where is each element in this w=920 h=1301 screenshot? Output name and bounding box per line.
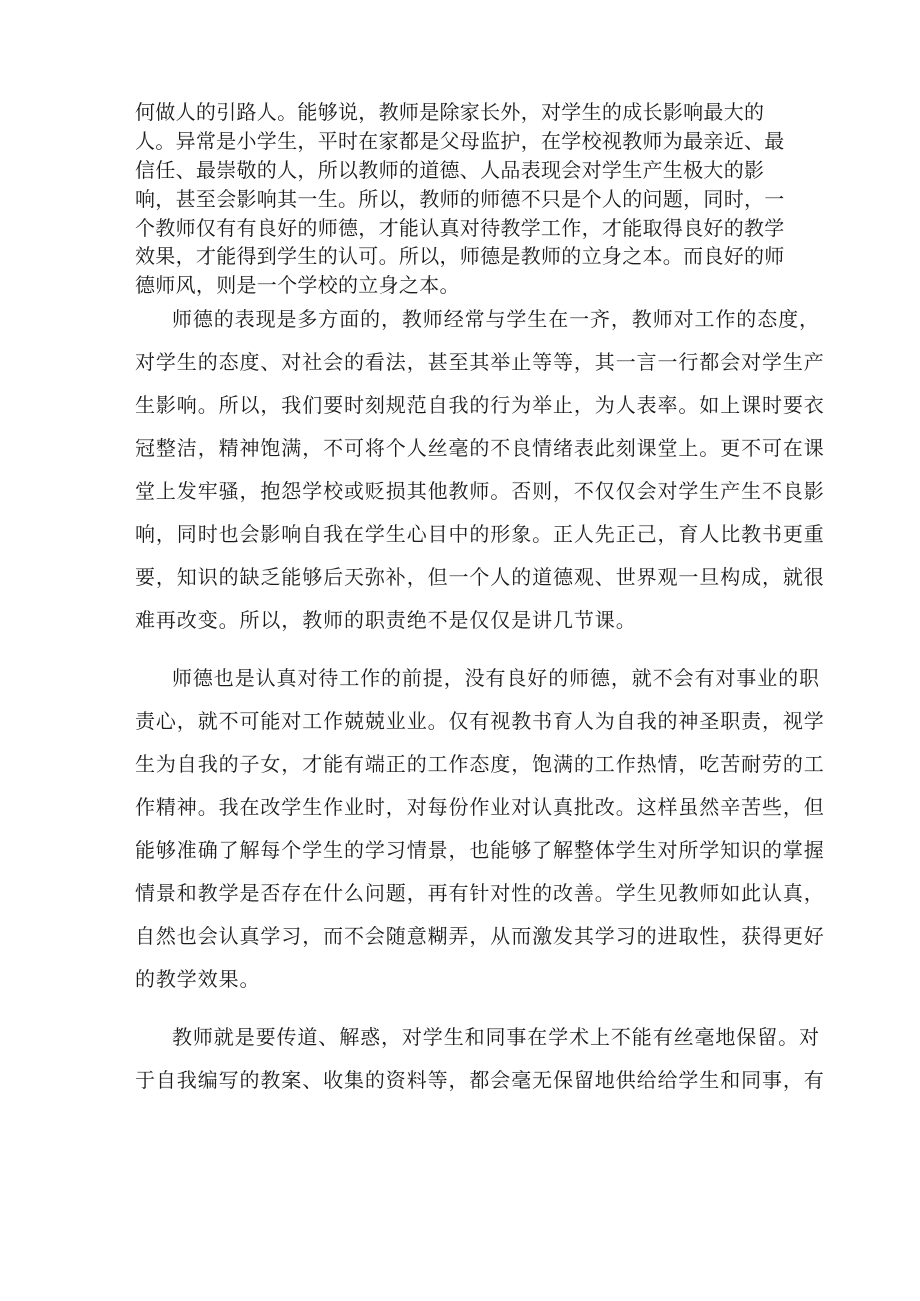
text-line: 响，同时也会影响自我在学生心目中的形象。正人先正己，育人比教书更重: [135, 522, 825, 546]
text-line: 作精神。我在改学生作业时，对每份作业对认真批改。这样虽然辛苦些，但: [135, 795, 825, 819]
text-line: 何做人的引路人。能够说，教师是除家长外，对学生的成长影响最大的: [135, 100, 765, 124]
text-line: 人。异常是小学生，平时在家都是父母监护，在学校视教师为最亲近、最: [135, 129, 785, 153]
text-line: 对学生的态度、对社会的看法，甚至其举止等等，其一言一行都会对学生产: [135, 350, 825, 374]
text-line: 要，知识的缺乏能够后天弥补，但一个人的道德观、世界观一旦构成，就很: [135, 565, 825, 589]
text-line: 难再改变。所以，教师的职责绝不是仅仅是讲几节课。: [135, 608, 637, 632]
text-line: 师德的表现是多方面的，教师经常与学生在一齐，教师对工作的态度，: [172, 307, 820, 331]
text-line: 自然也会认真学习，而不会随意糊弄，从而激发其学习的进取性，获得更好: [135, 924, 825, 948]
text-line: 情景和教学是否存在什么问题，再有针对性的改善。学生见教师如此认真，: [135, 881, 825, 905]
text-line: 生影响。所以，我们要时刻规范自我的行为举止，为人表率。如上课时要衣: [135, 393, 825, 417]
text-line: 堂上发牢骚，抱怨学校或贬损其他教师。否则，不仅仅会对学生产生不良影: [135, 479, 825, 503]
text-line: 冠整洁，精神饱满，不可将个人丝毫的不良情绪表此刻课堂上。更不可在课: [135, 436, 825, 460]
text-line: 能够准确了解每个学生的学习情景，也能够了解整体学生对所学知识的掌握: [135, 838, 825, 862]
text-line: 德师风，则是一个学校的立身之本。: [135, 273, 460, 297]
text-line: 师德也是认真对待工作的前提，没有良好的师德，就不会有对事业的职: [172, 666, 820, 690]
text-line: 信任、最崇敬的人，所以教师的道德、人品表现会对学生产生极大的影: [135, 158, 765, 182]
text-line: 责心，就不可能对工作兢兢业业。仅有视教书育人为自我的神圣职责，视学: [135, 709, 825, 733]
text-line: 于自我编写的教案、收集的资料等，都会毫无保留地供给给学生和同事，有: [135, 1068, 825, 1092]
text-line: 效果，才能得到学生的认可。所以，师德是教师的立身之本。而良好的师: [135, 244, 785, 268]
text-line: 的教学效果。: [135, 967, 261, 991]
text-line: 生为自我的子女，才能有端正的工作态度，饱满的工作热情，吃苦耐劳的工: [135, 752, 825, 776]
text-line: 教师就是要传道、解惑，对学生和同事在学术上不能有丝毫地保留。对: [172, 1025, 820, 1049]
text-line: 响，甚至会影响其一生。所以，教师的师德不只是个人的问题，同时，一: [135, 187, 785, 211]
text-line: 个教师仅有有良好的师德，才能认真对待教学工作，才能取得良好的教学: [135, 216, 785, 240]
